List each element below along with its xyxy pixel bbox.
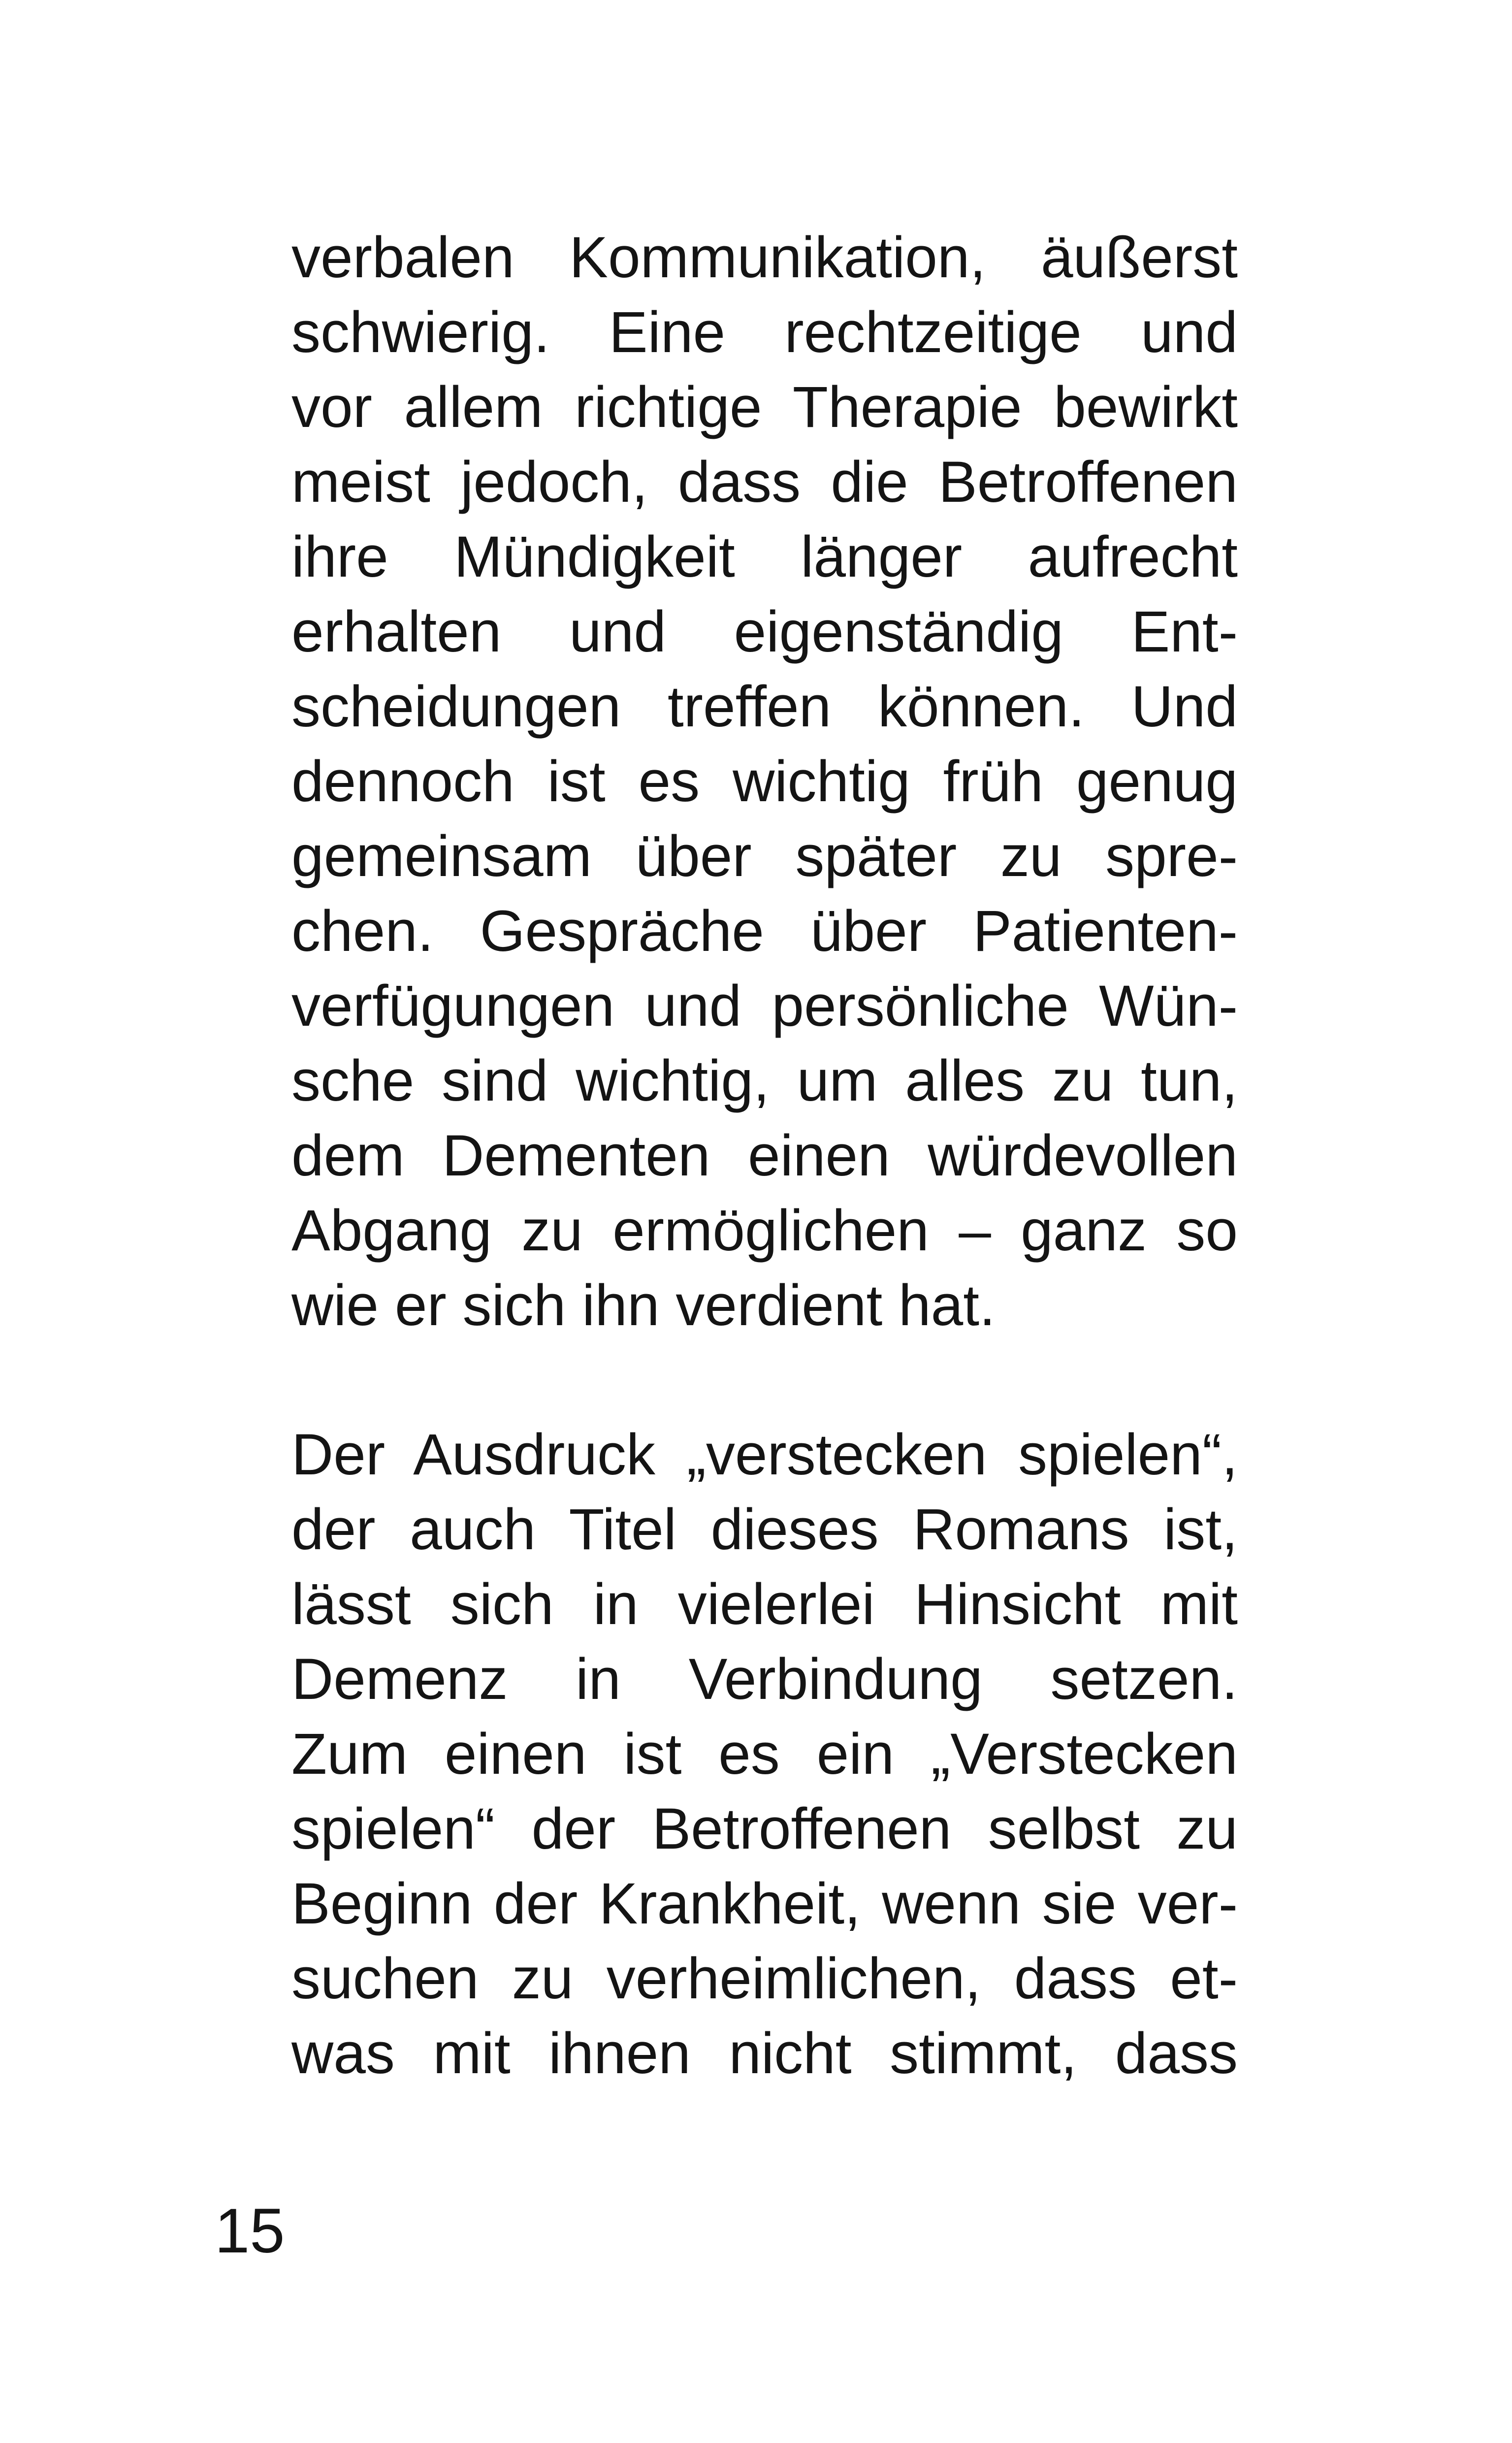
text-line: der auch Titel dieses Romans ist, [291, 1497, 1238, 1562]
text-line: scheidungen treffen können. Und [291, 674, 1238, 739]
text-line: lässt sich in vielerlei Hinsicht mit [291, 1572, 1238, 1637]
text-line: Demenz in Verbindung setzen. [291, 1647, 1238, 1712]
text-line: suchen zu verheimlichen, dass et- [291, 1946, 1238, 2011]
page-number: 15 [215, 2196, 285, 2266]
text-line: chen. Gespräche über Patienten- [291, 899, 1238, 964]
text-line: Beginn der Krankheit, wenn sie ver- [291, 1871, 1238, 1936]
text-line: sche sind wichtig, um alles zu tun, [291, 1048, 1238, 1113]
text-line: Zum einen ist es ein „Verstecken [291, 1722, 1238, 1787]
text-line: was mit ihnen nicht stimmt, dass [291, 2021, 1238, 2086]
text-line: erhalten und eigenständig Ent- [291, 599, 1238, 664]
text-line: vor allem richtige Therapie bewirkt [291, 375, 1238, 440]
text-line: gemeinsam über später zu spre- [291, 824, 1238, 889]
paragraph-2 [291, 1417, 1238, 2091]
text-line: verfügungen und persönliche Wün- [291, 974, 1238, 1039]
text-line: Abgang zu ermöglichen – ganz so [291, 1198, 1238, 1263]
text-line: verbalen Kommunikation, äußerst [291, 225, 1238, 290]
text-line: schwierig. Eine rechtzeitige und [291, 300, 1238, 365]
text-line: wie er sich ihn verdient hat. [291, 1273, 996, 1338]
text-line: dennoch ist es wichtig früh genug [291, 749, 1238, 814]
text-line: spielen“ der Betroffenen selbst zu [291, 1796, 1238, 1861]
text-line: Der Ausdruck „verstecken spielen“, [291, 1422, 1238, 1487]
text-line: meist jedoch, dass die Betroffenen [291, 450, 1238, 515]
text-line: dem Dementen einen würdevollen [291, 1123, 1238, 1188]
text-line: ihre Mündigkeit länger aufrecht [291, 524, 1238, 589]
paragraph-1 [291, 220, 1238, 1343]
